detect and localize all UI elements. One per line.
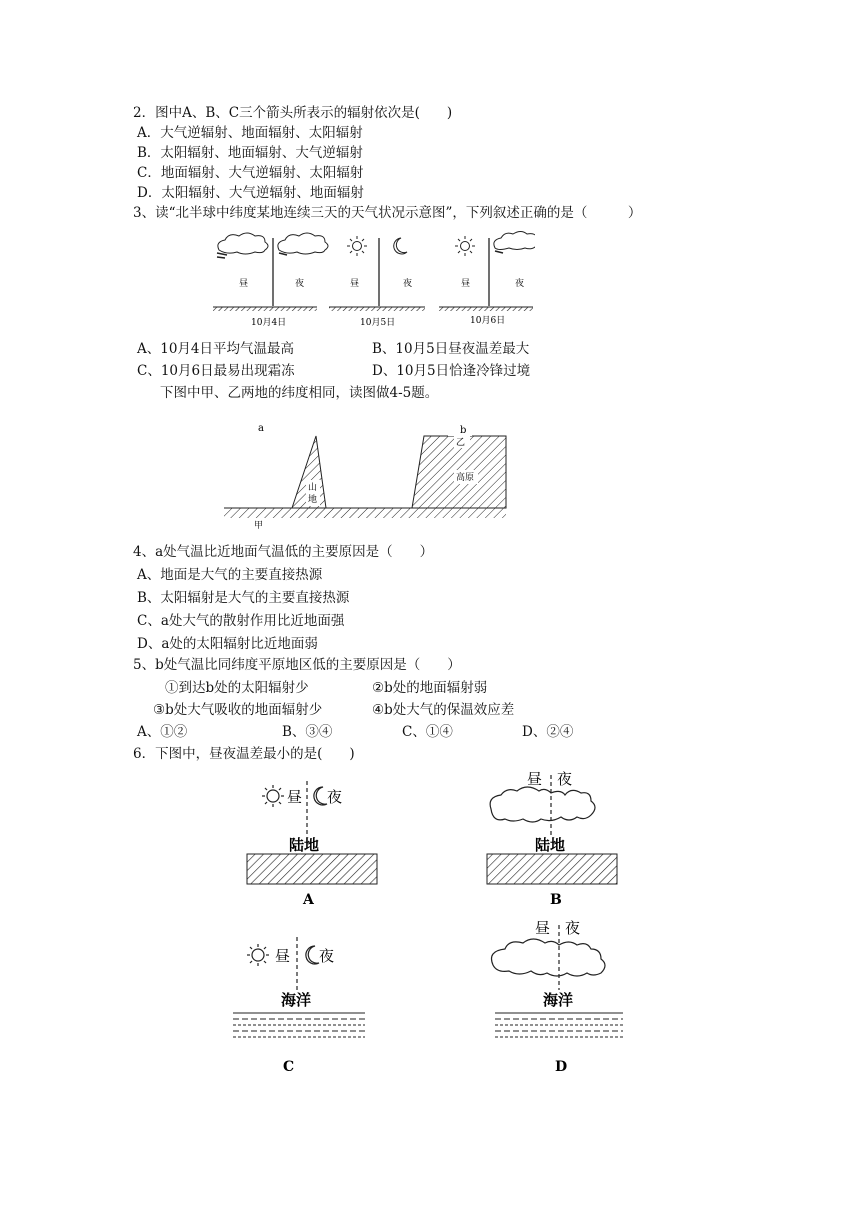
panel-d-day-label: 昼 [535, 919, 551, 937]
q6-panel-a [247, 781, 377, 908]
q4-option-b: B、太阳辐射是大气的主要直接热源 [137, 590, 350, 606]
day1-date: 10月4日 [251, 318, 287, 328]
panel-d-cloud-icon [492, 939, 606, 976]
panel-b-day-label: 昼 [527, 770, 543, 788]
panel-c-day-label: 昼 [275, 947, 291, 965]
day3-sun-icon [455, 236, 475, 256]
day2-date: 10月5日 [360, 318, 396, 328]
panel-a-ground-label: 陆地 [289, 836, 320, 854]
panel-b-cloud-icon [490, 787, 595, 822]
panel-a-night-label: 夜 [327, 788, 343, 806]
q5-option-d: D、②④ [522, 724, 574, 740]
plateau-label: 高原 [456, 473, 475, 483]
point-b-label: b [460, 425, 467, 436]
q4-option-d: D、a处的太阳辐射比近地面弱 [137, 636, 318, 652]
q5-option-c: C、①④ [402, 724, 453, 740]
q6-panel-c [233, 937, 365, 1075]
panel-b-ground-label: 陆地 [535, 836, 566, 854]
panel-d-night-label: 夜 [565, 919, 581, 937]
yi-label: 乙 [456, 438, 466, 448]
q2-stem: 2．图中A、B、C三个箭头所表示的辐射依次是( ) [133, 105, 453, 121]
q3-option-b: B、10月5日昼夜温差最大 [372, 341, 530, 357]
panel-c-ground-label: 海洋 [281, 991, 312, 1009]
panel-d-ground-label: 海洋 [543, 991, 574, 1009]
q3-option-d: D、10月5日恰逢冷锋过境 [372, 363, 531, 379]
mountain-label-1: 山 [308, 483, 318, 493]
panel-d-water [495, 1013, 623, 1037]
q5-statement-2: ②b处的地面辐射弱 [372, 680, 488, 696]
panel-a-sun-icon [262, 785, 284, 807]
day1-night-label: 夜 [295, 279, 305, 289]
day1-panel [213, 233, 328, 328]
panel-b-night-label: 夜 [557, 770, 573, 788]
day3-date: 10月6日 [470, 316, 506, 326]
mountain-plateau-figure [220, 418, 516, 534]
panel-c-letter: C [283, 1059, 295, 1075]
panel-c-night-label: 夜 [319, 947, 335, 965]
day3-day-label: 昼 [461, 279, 471, 289]
q4-stem: 4、a处气温比近地面气温低的主要原因是（ ） [133, 544, 434, 560]
day3-night-label: 夜 [515, 279, 525, 289]
weather-three-days-figure [205, 228, 535, 332]
q5-statement-3: ③b处大气吸收的地面辐射少 [153, 702, 323, 718]
day1-cloud-icon [217, 233, 268, 258]
q2-option-d: D．太阳辐射、大气逆辐射、地面辐射 [137, 185, 364, 201]
day3-panel [439, 232, 535, 327]
panel-a-letter: A [303, 892, 314, 908]
panel-a-day-label: 昼 [287, 788, 303, 806]
q6-stem: 6．下图中，昼夜温差最小的是( ) [133, 746, 355, 762]
panel-b-letter: B [550, 892, 562, 908]
q6-panel-b [487, 770, 617, 908]
q2-option-b: B．太阳辐射、地面辐射、大气逆辐射 [137, 145, 363, 161]
day2-night-label: 夜 [403, 279, 413, 289]
q2-option-a: A．大气逆辐射、地面辐射、太阳辐射 [137, 125, 363, 141]
panel-d-letter: D [555, 1059, 568, 1075]
q5-statement-4: ④b处大气的保温效应差 [372, 702, 515, 718]
day2-panel [329, 236, 425, 328]
day2-sun-icon [347, 236, 367, 256]
panel-c-water [233, 1013, 365, 1037]
q6-panel-d [492, 919, 624, 1075]
point-a-label: a [258, 423, 264, 434]
panel-c-moon-icon [306, 946, 319, 964]
q3-stem: 3、读“北半球中纬度某地连续三天的天气状况示意图”，下列叙述正确的是（ ） [133, 205, 642, 221]
day3-night-cloud-icon [494, 232, 535, 254]
panel-c-sun-icon [247, 944, 269, 966]
q5-option-a: A、①② [137, 724, 188, 740]
day1-night-cloud-icon [278, 233, 328, 255]
q5-stem: 5、b处气温比同纬度平原地区低的主要原因是（ ） [133, 657, 461, 673]
q4-option-a: A、地面是大气的主要直接热源 [137, 567, 323, 583]
day2-day-label: 昼 [350, 279, 360, 289]
q3-option-c: C、10月6日最易出现霜冻 [137, 363, 295, 379]
q5-option-b: B、③④ [282, 724, 333, 740]
day1-day-label: 昼 [239, 279, 249, 289]
q3-option-a: A、10月4日平均气温最高 [137, 341, 295, 357]
q4-option-c: C、a处大气的散射作用比近地面强 [137, 613, 345, 629]
jia-label: 甲 [254, 521, 264, 531]
q2-option-c: C．地面辐射、大气逆辐射、太阳辐射 [137, 165, 364, 181]
mountain-label-2: 地 [308, 495, 318, 505]
panel-a-moon-icon [314, 787, 327, 805]
q4-5-intro: 下图中甲、乙两地的纬度相同，读图做4-5题。 [160, 385, 439, 401]
q5-statement-1: ①到达b处的太阳辐射少 [165, 680, 309, 696]
day2-moon-icon [394, 238, 407, 254]
q6-figure [225, 765, 625, 1080]
